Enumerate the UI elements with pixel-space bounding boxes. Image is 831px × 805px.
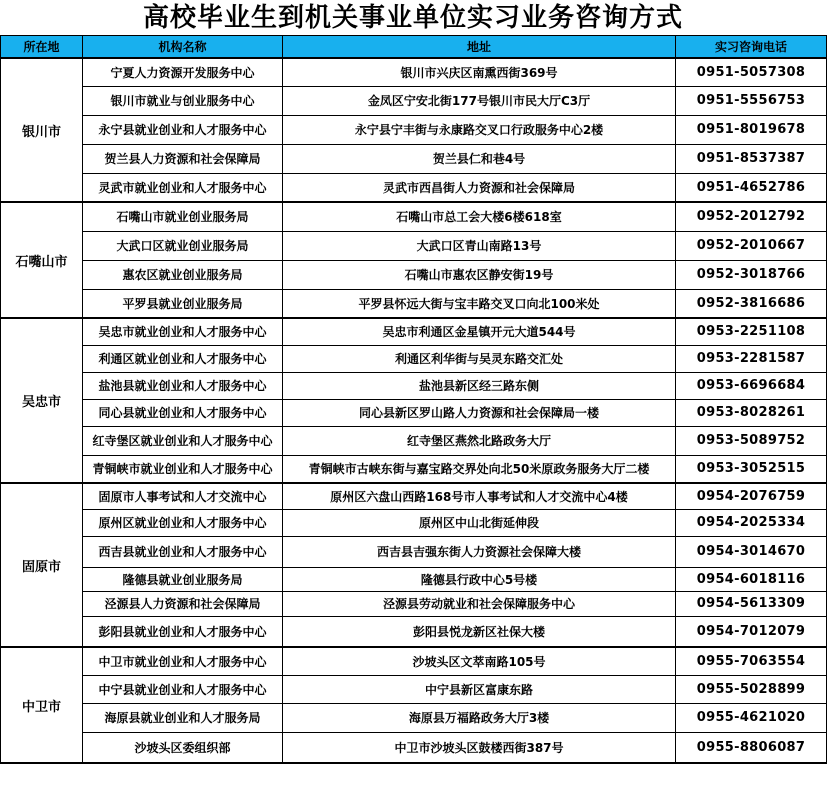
- phone-cell: 0951-5057308: [676, 58, 827, 86]
- institution-name-cell: 中宁县就业创业和人才服务中心: [83, 675, 283, 703]
- table-row: [1, 115, 827, 144]
- institution-name-cell: 隆德县就业创业服务局: [83, 567, 283, 591]
- table-row: [1, 426, 827, 455]
- address-cell: 泾源县劳动就业和社会保障服务中心: [283, 591, 676, 616]
- phone-cell: 0953-8028261: [676, 399, 827, 426]
- table-row: [1, 536, 827, 567]
- city-cell: 吴忠市: [1, 318, 83, 483]
- table-row: [1, 58, 827, 86]
- phone-cell: 0954-2076759: [676, 483, 827, 509]
- table-row: [1, 591, 827, 616]
- address-cell: 银川市兴庆区南熏西街369号: [283, 58, 676, 86]
- phone-cell: 0953-2281587: [676, 345, 827, 372]
- phone-cell: 0952-2012792: [676, 202, 827, 231]
- table-row: [1, 616, 827, 647]
- institution-name-cell: 吴忠市就业创业和人才服务中心: [83, 318, 283, 345]
- institution-name-cell: 固原市人事考试和人才交流中心: [83, 483, 283, 509]
- address-cell: 原州区中山北街延伸段: [283, 509, 676, 536]
- institution-name-cell: 贺兰县人力资源和社会保障局: [83, 144, 283, 173]
- phone-cell: 0951-4652786: [676, 173, 827, 202]
- table-row: [1, 399, 827, 426]
- address-cell: 永宁县宁丰街与永康路交叉口行政服务中心2楼: [283, 115, 676, 144]
- phone-cell: 0955-5028899: [676, 675, 827, 703]
- phone-cell: 0953-3052515: [676, 455, 827, 483]
- city-cell: 银川市: [1, 58, 83, 202]
- address-cell: 隆德县行政中心5号楼: [283, 567, 676, 591]
- header-institution: 机构名称: [83, 36, 283, 59]
- address-cell: 贺兰县仁和巷4号: [283, 144, 676, 173]
- table-row: [1, 260, 827, 289]
- institution-name-cell: 红寺堡区就业创业和人才服务中心: [83, 426, 283, 455]
- phone-cell: 0955-7063554: [676, 647, 827, 675]
- address-cell: 金凤区宁安北街177号银川市民大厅C3厅: [283, 86, 676, 115]
- phone-cell: 0953-6696684: [676, 372, 827, 399]
- table-row: [1, 483, 827, 509]
- sheet-title: 高校毕业生到机关事业单位实习业务咨询方式: [142, 3, 683, 33]
- phone-cell: 0954-7012079: [676, 616, 827, 647]
- institution-name-cell: 平罗县就业创业服务局: [83, 289, 283, 318]
- address-cell: 中卫市沙坡头区鼓楼西街387号: [283, 732, 676, 763]
- address-cell: 石嘴山市总工会大楼6楼618室: [283, 202, 676, 231]
- table-row: [1, 703, 827, 732]
- table-row: [1, 202, 827, 231]
- institution-name-cell: 同心县就业创业和人才服务中心: [83, 399, 283, 426]
- table-row: [1, 509, 827, 536]
- table-row: [1, 567, 827, 591]
- table-row: [1, 647, 827, 675]
- institution-name-cell: 青铜峡市就业创业和人才服务中心: [83, 455, 283, 483]
- address-cell: 平罗县怀远大街与宝丰路交叉口向北100米处: [283, 289, 676, 318]
- institution-name-cell: 大武口区就业创业服务局: [83, 231, 283, 260]
- address-cell: 盐池县新区经三路东侧: [283, 372, 676, 399]
- institution-name-cell: 盐池县就业创业和人才服务中心: [83, 372, 283, 399]
- institution-name-cell: 海原县就业创业和人才服务局: [83, 703, 283, 732]
- table-row: [1, 732, 827, 763]
- address-cell: 彭阳县悦龙新区社保大楼: [283, 616, 676, 647]
- address-cell: 利通区利华街与吴灵东路交汇处: [283, 345, 676, 372]
- phone-cell: 0951-8019678: [676, 115, 827, 144]
- address-cell: 青铜峡市古峡东街与嘉宝路交界处向北50米原政务服务大厅二楼: [283, 455, 676, 483]
- table-row: [1, 144, 827, 173]
- phone-cell: 0953-2251108: [676, 318, 827, 345]
- phone-cell: 0954-2025334: [676, 509, 827, 536]
- address-cell: 海原县万福路政务大厅3楼: [283, 703, 676, 732]
- phone-cell: 0952-3816686: [676, 289, 827, 318]
- city-cell: 石嘴山市: [1, 202, 83, 318]
- institution-name-cell: 惠农区就业创业服务局: [83, 260, 283, 289]
- header-row: [1, 36, 827, 59]
- table-row: [1, 289, 827, 318]
- phone-cell: 0954-6018116: [676, 567, 827, 591]
- city-cell: 固原市: [1, 483, 83, 647]
- institution-name-cell: 彭阳县就业创业和人才服务中心: [83, 616, 283, 647]
- header-phone: 实习咨询电话: [676, 36, 827, 59]
- header-city: 所在地: [1, 36, 83, 59]
- table-row: [1, 231, 827, 260]
- institution-name-cell: 泾源县人力资源和社会保障局: [83, 591, 283, 616]
- table-row: [1, 318, 827, 345]
- phone-cell: 0952-2010667: [676, 231, 827, 260]
- address-cell: 原州区六盘山西路168号市人事考试和人才交流中心4楼: [283, 483, 676, 509]
- phone-cell: 0954-5613309: [676, 591, 827, 616]
- institution-name-cell: 沙坡头区委组织部: [83, 732, 283, 763]
- phone-cell: 0951-8537387: [676, 144, 827, 173]
- institution-name-cell: 利通区就业创业和人才服务中心: [83, 345, 283, 372]
- contact-table: [0, 35, 827, 764]
- address-cell: 吴忠市利通区金星镇开元大道544号: [283, 318, 676, 345]
- address-cell: 大武口区青山南路13号: [283, 231, 676, 260]
- address-cell: 石嘴山市惠农区静安街19号: [283, 260, 676, 289]
- institution-name-cell: 西吉县就业创业和人才服务中心: [83, 536, 283, 567]
- institution-name-cell: 永宁县就业创业和人才服务中心: [83, 115, 283, 144]
- table-row: [1, 86, 827, 115]
- header-address: 地址: [283, 36, 676, 59]
- institution-name-cell: 灵武市就业创业和人才服务中心: [83, 173, 283, 202]
- table-row: [1, 173, 827, 202]
- table-row: [1, 675, 827, 703]
- city-cell: 中卫市: [1, 647, 83, 763]
- table-row: [1, 372, 827, 399]
- phone-cell: 0952-3018766: [676, 260, 827, 289]
- address-cell: 灵武市西昌街人力资源和社会保障局: [283, 173, 676, 202]
- address-cell: 同心县新区罗山路人力资源和社会保障局一楼: [283, 399, 676, 426]
- phone-cell: 0951-5556753: [676, 86, 827, 115]
- phone-cell: 0954-3014670: [676, 536, 827, 567]
- phone-cell: 0955-8806087: [676, 732, 827, 763]
- phone-cell: 0953-5089752: [676, 426, 827, 455]
- phone-cell: 0955-4621020: [676, 703, 827, 732]
- address-cell: 沙坡头区文萃南路105号: [283, 647, 676, 675]
- table-row: [1, 455, 827, 483]
- address-cell: 西吉县吉强东街人力资源社会保障大楼: [283, 536, 676, 567]
- institution-name-cell: 中卫市就业创业和人才服务中心: [83, 647, 283, 675]
- table-body: [1, 58, 827, 763]
- institution-name-cell: 石嘴山市就业创业服务局: [83, 202, 283, 231]
- institution-name-cell: 银川市就业与创业服务中心: [83, 86, 283, 115]
- table-row: [1, 345, 827, 372]
- institution-name-cell: 宁夏人力资源开发服务中心: [83, 58, 283, 86]
- address-cell: 中宁县新区富康东路: [283, 675, 676, 703]
- address-cell: 红寺堡区燕然北路政务大厅: [283, 426, 676, 455]
- institution-name-cell: 原州区就业创业和人才服务中心: [83, 509, 283, 536]
